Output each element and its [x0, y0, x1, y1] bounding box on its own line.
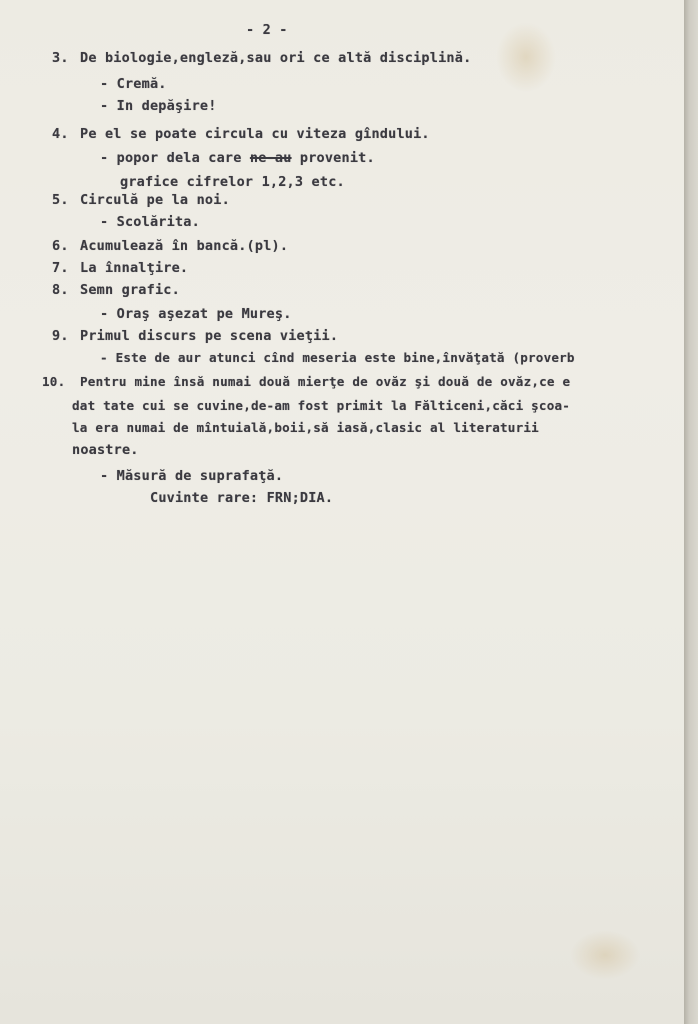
item-text: Primul discurs pe scena vieţii. [80, 328, 339, 344]
item-answer: - Scolărita. [100, 214, 200, 230]
item-answer: - Oraş aşezat pe Mureş. [100, 306, 292, 322]
paper-stain [570, 930, 640, 980]
item-answer: - Cremă. [100, 76, 167, 92]
item-answer: - In depăşire! [100, 98, 217, 114]
item-text: De biologie,engleză,sau ori ce altă disciplină. [80, 50, 472, 66]
item-continuation: grafice cifrelor 1,2,3 etc. [120, 174, 345, 190]
item-number: 3. [52, 50, 69, 66]
item-answer: - Este de aur atunci cînd meseria este bine,învăţată (proverb [100, 350, 575, 365]
item-number: 9. [52, 328, 69, 344]
item-continuation: la era numai de mîntuială,boii,să iasă,clasic al literaturii [72, 420, 539, 435]
item-text: Pe el se poate circula cu viteza gîndului. [80, 126, 430, 142]
item-number: 8. [52, 282, 69, 298]
item-text: Acumulează în bancă.(pl). [80, 238, 289, 254]
item-number: 10. [42, 374, 66, 389]
item-continuation: Cuvinte rare: FRN;DIA. [150, 490, 334, 506]
item-text: Pentru mine însă numai două mierţe de ovăz şi două de ovăz,ce e [80, 374, 571, 389]
item-number: 4. [52, 126, 69, 142]
answer-text: - popor dela care [100, 150, 250, 166]
item-text: Circulă pe la noi. [80, 192, 230, 208]
item-text: La înnalţire. [80, 260, 189, 276]
item-number: 6. [52, 238, 69, 254]
item-text: Semn grafic. [80, 282, 180, 298]
page-number: - 2 - [246, 22, 288, 38]
item-continuation: dat tate cui se cuvine,de-am fost primit la Fălticeni,căci şcoa- [72, 398, 571, 413]
answer-text: provenit. [291, 150, 375, 166]
item-answer [100, 150, 375, 166]
item-answer: - Măsură de suprafaţă. [100, 468, 284, 484]
page-edge [684, 0, 698, 1024]
item-continuation: noastre. [72, 442, 139, 458]
item-number: 7. [52, 260, 69, 276]
item-number: 5. [52, 192, 69, 208]
paper-stain [496, 22, 556, 92]
struck-text: ne-au [249, 150, 292, 166]
